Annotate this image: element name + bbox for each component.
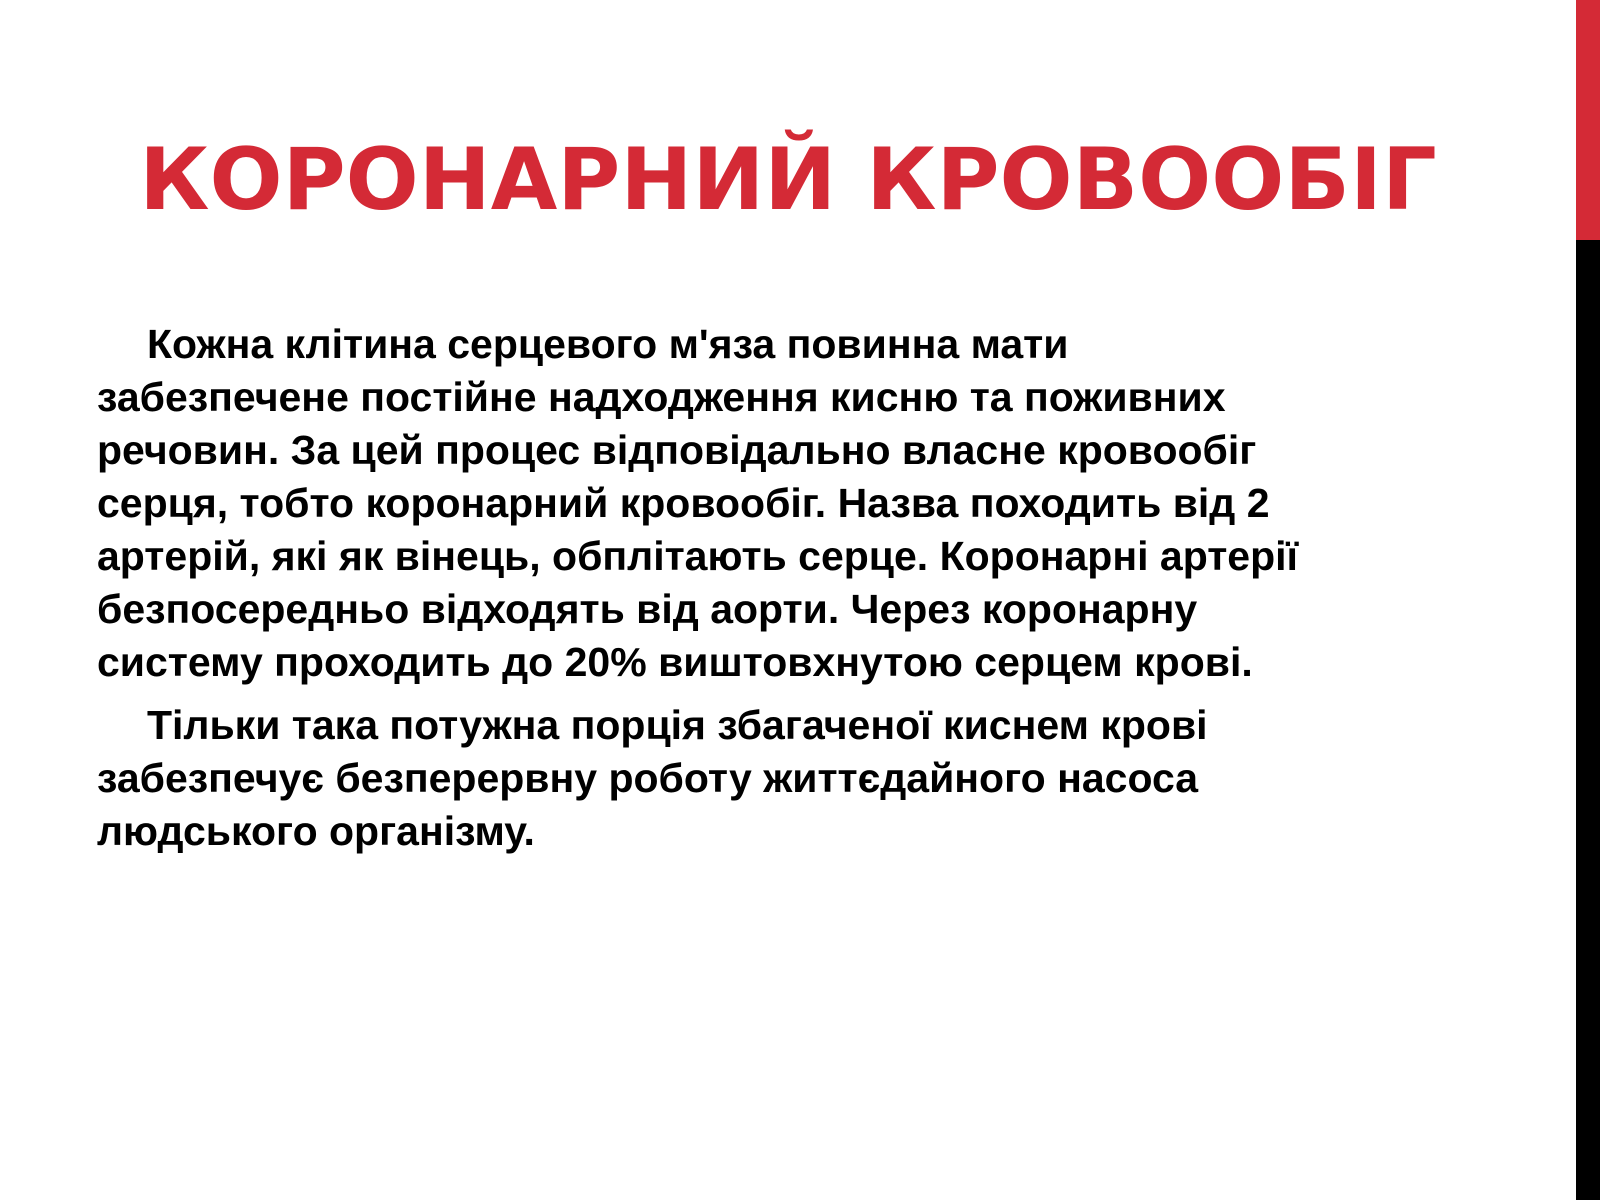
side-accent-bar-red xyxy=(1576,0,1600,240)
body-paragraph-1: Кожна клітина серцевого м'яза повинна мати забезпечене постійне надходження кисню та поживних речовин. За цей процес відповідально власне кровообіг серця, тобто коронарний кровообіг. Назва походить від 2 артерій, які як вінець, обплітають серце. Коронарні артерії безпосередньо відходять від аорти. Через коронарну систему проходить до 20% виштовхнутою серцем крові. xyxy=(97,321,1299,685)
side-accent-bar-black xyxy=(1576,240,1600,1200)
body-paragraph-2: Тільки така потужна порція збагаченої киснем крові забезпечує безперервну роботу життєдайного насоса людського організму. xyxy=(97,702,1208,854)
slide-body xyxy=(97,318,1537,858)
slide-title: КОРОНАРНИЙ КРОВООБІГ xyxy=(139,130,1437,230)
